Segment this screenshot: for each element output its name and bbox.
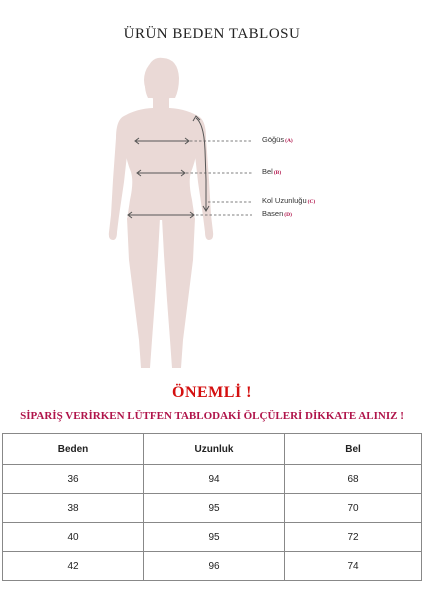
table-cell: 38 <box>3 494 144 523</box>
warning-text: SİPARİŞ VERİRKEN LÜTFEN TABLODAKİ ÖLÇÜLERİ DİKKATE ALINIZ ! <box>20 410 404 422</box>
table-cell: 74 <box>285 552 422 581</box>
important-heading: ÖNEMLİ ! <box>172 384 252 401</box>
table-cell: 96 <box>144 552 285 581</box>
column-header-size: Beden <box>3 434 144 465</box>
waist-label: Bel(B) <box>262 167 282 176</box>
body-measurement-figure <box>0 50 424 380</box>
table-cell: 42 <box>3 552 144 581</box>
size-table <box>2 433 422 581</box>
table-cell: 40 <box>3 523 144 552</box>
table-cell: 95 <box>144 494 285 523</box>
column-header-length: Uzunluk <box>144 434 285 465</box>
table-row <box>3 465 422 494</box>
table-row <box>3 494 422 523</box>
table-row <box>3 552 422 581</box>
page-title: ÜRÜN BEDEN TABLOSU <box>123 26 301 42</box>
table-cell: 94 <box>144 465 285 494</box>
table-cell: 68 <box>285 465 422 494</box>
female-silhouette-illustration <box>0 50 424 380</box>
hip-label: Basen(D) <box>262 209 292 218</box>
column-header-waist: Bel <box>285 434 422 465</box>
table-row <box>3 523 422 552</box>
table-cell: 72 <box>285 523 422 552</box>
table-cell: 95 <box>144 523 285 552</box>
table-header-row <box>3 434 422 465</box>
table-cell: 36 <box>3 465 144 494</box>
sleeve-length-label: Kol Uzunluğu(C) <box>262 196 316 205</box>
chest-label: Göğüs(A) <box>262 135 293 144</box>
table-cell: 70 <box>285 494 422 523</box>
